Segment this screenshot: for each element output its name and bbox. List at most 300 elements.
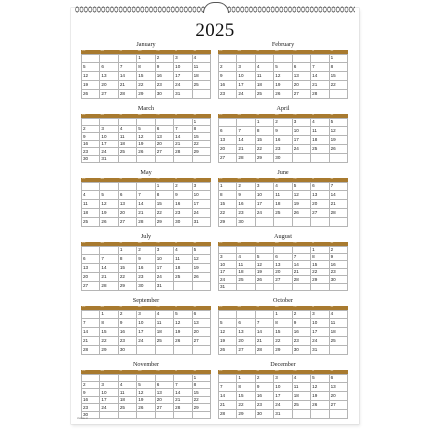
day-cell	[330, 392, 348, 401]
day-cell	[219, 72, 237, 81]
day-cell	[274, 337, 292, 346]
day-number: 6	[119, 191, 123, 197]
day-number: 9	[83, 133, 86, 139]
day-cell	[237, 81, 255, 90]
month-day-grid	[81, 246, 211, 292]
day-cell	[330, 119, 348, 128]
day-cell	[219, 410, 237, 419]
day-number: 17	[175, 72, 181, 78]
day-cell	[119, 55, 137, 64]
weekday-label: Thu	[156, 178, 160, 180]
day-number: 29	[156, 218, 162, 224]
day-cell	[156, 412, 174, 419]
day-cell	[311, 401, 329, 410]
day-cell	[137, 191, 155, 200]
weekday-label: Mon	[237, 114, 242, 116]
month-name: June	[277, 169, 289, 176]
day-cell	[330, 55, 348, 64]
day-number: 13	[101, 72, 107, 78]
day-cell	[193, 382, 211, 389]
day-number: 13	[156, 133, 162, 139]
day-number: 7	[293, 254, 297, 260]
day-cell	[274, 90, 292, 99]
day-number: 16	[83, 141, 89, 147]
day-cell	[137, 412, 155, 419]
day-number: 30	[293, 346, 299, 352]
day-number: 24	[156, 273, 162, 279]
day-number: 12	[138, 389, 144, 395]
weekday-label: Sat	[193, 242, 197, 244]
day-cell	[237, 346, 255, 355]
day-number: 17	[256, 200, 262, 206]
day-cell	[156, 382, 174, 389]
day-cell	[293, 392, 311, 401]
day-number: 24	[220, 276, 226, 282]
weekday-label: Tue	[119, 114, 123, 116]
day-cell	[311, 90, 329, 99]
day-cell	[256, 383, 274, 392]
day-number: 20	[193, 328, 199, 334]
day-cell	[82, 337, 100, 346]
day-number: 10	[138, 319, 144, 325]
day-cell	[119, 141, 137, 148]
month-day-grid	[218, 182, 348, 228]
day-number: 13	[238, 328, 244, 334]
day-cell	[237, 375, 255, 384]
month-block-june	[218, 169, 348, 227]
day-cell	[330, 247, 348, 254]
day-cell	[256, 55, 274, 64]
day-cell	[274, 247, 292, 254]
day-number: 11	[293, 383, 299, 389]
day-cell	[119, 337, 137, 346]
day-cell	[330, 90, 348, 99]
day-cell	[82, 218, 100, 227]
day-cell	[311, 154, 329, 163]
day-cell	[256, 284, 274, 291]
day-cell	[311, 127, 329, 136]
day-number: 17	[312, 328, 318, 334]
day-cell	[119, 346, 137, 355]
day-cell	[193, 126, 211, 133]
day-cell	[100, 183, 118, 192]
day-number: 15	[101, 328, 107, 334]
day-number: 3	[256, 183, 260, 188]
day-number: 24	[293, 145, 299, 151]
day-cell	[137, 209, 155, 218]
weekday-label: Wed	[137, 178, 142, 180]
day-number: 25	[193, 81, 199, 87]
day-number: 28	[220, 410, 226, 416]
weekday-label: Mon	[237, 306, 242, 308]
day-number: 9	[119, 319, 123, 325]
day-cell	[156, 133, 174, 140]
day-cell	[237, 136, 255, 145]
day-cell	[193, 72, 211, 81]
day-cell	[311, 392, 329, 401]
weekday-label: Tue	[256, 306, 260, 308]
day-cell	[256, 375, 274, 384]
day-cell	[330, 401, 348, 410]
day-cell	[193, 389, 211, 396]
day-cell	[174, 209, 192, 218]
day-cell	[256, 191, 274, 200]
day-cell	[174, 255, 192, 264]
day-cell	[237, 72, 255, 81]
day-number: 5	[83, 63, 86, 69]
day-cell	[193, 346, 211, 355]
day-number: 28	[256, 346, 262, 352]
day-cell	[293, 261, 311, 268]
day-cell	[82, 282, 100, 291]
day-cell	[193, 119, 211, 126]
day-cell	[219, 90, 237, 99]
day-cell	[82, 255, 100, 264]
month-day-grid	[81, 374, 211, 420]
day-number: 26	[275, 90, 281, 96]
day-cell	[293, 383, 311, 392]
day-number: 16	[220, 81, 226, 87]
day-number: 7	[175, 382, 178, 388]
day-cell	[100, 63, 118, 72]
day-cell	[137, 90, 155, 99]
day-cell	[100, 264, 118, 273]
day-cell	[330, 145, 348, 154]
weekday-label: Wed	[274, 178, 279, 180]
day-number: 21	[220, 401, 226, 407]
day-number: 1	[119, 247, 123, 252]
day-number: 6	[238, 319, 241, 325]
day-cell	[100, 389, 118, 396]
day-number: 26	[138, 404, 144, 410]
weekday-label: Sat	[330, 242, 334, 244]
day-number: 17	[293, 136, 299, 142]
weekday-label: Thu	[293, 50, 297, 52]
day-cell	[256, 127, 274, 136]
day-cell	[330, 191, 348, 200]
month-day-grid	[218, 246, 348, 292]
day-cell	[193, 328, 211, 337]
day-number: 19	[293, 200, 299, 206]
day-number: 27	[119, 218, 125, 224]
day-cell	[330, 269, 348, 276]
day-number: 17	[138, 328, 144, 334]
day-cell	[156, 209, 174, 218]
day-cell	[311, 55, 329, 64]
day-cell	[156, 55, 174, 64]
day-number: 25	[312, 145, 318, 151]
day-number: 26	[256, 276, 262, 282]
day-cell	[293, 72, 311, 81]
day-cell	[219, 276, 237, 283]
day-number: 9	[330, 254, 334, 260]
day-number: 9	[156, 63, 160, 69]
weekday-label: Sat	[193, 370, 197, 372]
day-cell	[119, 133, 137, 140]
day-number: 10	[312, 319, 318, 325]
day-number: 15	[193, 133, 199, 139]
day-cell	[293, 90, 311, 99]
day-number: 22	[119, 273, 125, 279]
day-cell	[256, 254, 274, 261]
day-cell	[119, 156, 137, 163]
day-cell	[119, 282, 137, 291]
day-number: 4	[293, 375, 297, 380]
day-cell	[137, 63, 155, 72]
day-number: 31	[175, 90, 181, 96]
day-number: 12	[293, 191, 299, 197]
day-number: 13	[275, 261, 281, 267]
day-number: 29	[238, 410, 244, 416]
day-cell	[330, 127, 348, 136]
day-cell	[119, 412, 137, 419]
day-cell	[193, 412, 211, 419]
weekday-label: Wed	[274, 370, 279, 372]
weekday-label: Tue	[256, 114, 260, 116]
day-cell	[311, 261, 329, 268]
day-number: 25	[256, 90, 262, 96]
day-number: 19	[193, 264, 199, 270]
weekday-label: Mon	[100, 50, 105, 52]
day-cell	[274, 284, 292, 291]
day-cell	[330, 383, 348, 392]
day-cell	[193, 191, 211, 200]
day-cell	[100, 247, 118, 256]
day-number: 30	[83, 156, 89, 162]
day-cell	[256, 136, 274, 145]
day-cell	[237, 401, 255, 410]
day-number: 28	[138, 218, 144, 224]
day-cell	[137, 72, 155, 81]
day-cell	[156, 404, 174, 411]
day-cell	[82, 141, 100, 148]
day-number: 21	[119, 81, 125, 87]
day-number: 1	[220, 183, 223, 188]
day-cell	[119, 200, 137, 209]
day-number: 3	[275, 375, 278, 380]
day-number: 5	[101, 191, 104, 197]
day-number: 11	[256, 72, 262, 78]
day-number: 23	[238, 209, 244, 215]
day-cell	[237, 218, 255, 227]
day-cell	[119, 119, 137, 126]
day-number: 17	[275, 392, 281, 398]
day-cell	[293, 145, 311, 154]
day-number: 13	[312, 191, 318, 197]
day-cell	[237, 319, 255, 328]
day-number: 23	[83, 404, 89, 410]
day-cell	[219, 81, 237, 90]
day-number: 26	[138, 148, 144, 154]
day-cell	[256, 311, 274, 320]
day-number: 31	[193, 218, 199, 224]
weekday-label: Tue	[256, 370, 260, 372]
weekday-label: Fri	[174, 178, 177, 180]
day-cell	[174, 218, 192, 227]
day-cell	[174, 282, 192, 291]
day-cell	[137, 81, 155, 90]
day-cell	[237, 328, 255, 337]
day-number: 7	[175, 126, 178, 132]
day-number: 11	[312, 127, 317, 133]
day-number: 10	[175, 63, 181, 69]
day-number: 22	[101, 337, 107, 343]
day-cell	[82, 191, 100, 200]
day-number: 22	[256, 145, 262, 151]
day-cell	[193, 264, 211, 273]
day-cell	[311, 209, 329, 218]
day-cell	[219, 154, 237, 163]
day-cell	[100, 133, 118, 140]
day-cell	[193, 311, 211, 320]
weekday-label: Wed	[137, 50, 142, 52]
day-number: 8	[330, 63, 334, 69]
day-cell	[293, 401, 311, 410]
day-number: 10	[220, 261, 226, 267]
day-cell	[174, 375, 192, 382]
day-number: 19	[138, 397, 144, 403]
product-code: PM65W-12	[77, 418, 88, 420]
day-cell	[219, 191, 237, 200]
day-number: 19	[312, 392, 318, 398]
day-number: 15	[138, 72, 144, 78]
day-number: 2	[138, 247, 141, 252]
weekday-label: Wed	[137, 114, 142, 116]
day-number: 8	[238, 383, 241, 389]
day-number: 2	[119, 311, 123, 316]
day-number: 25	[175, 273, 181, 279]
day-number: 19	[256, 269, 262, 275]
day-cell	[174, 200, 192, 209]
day-cell	[293, 63, 311, 72]
day-number: 11	[156, 319, 162, 325]
day-number: 15	[119, 264, 125, 270]
day-number: 13	[83, 264, 89, 270]
weekday-label: Thu	[293, 178, 297, 180]
day-cell	[274, 191, 292, 200]
day-number: 31	[220, 284, 226, 290]
day-number: 9	[175, 191, 178, 197]
weekday-label: Thu	[293, 370, 297, 372]
day-number: 19	[275, 81, 281, 87]
day-cell	[137, 200, 155, 209]
day-number: 5	[293, 183, 297, 188]
month-block-october	[218, 297, 348, 355]
day-cell	[119, 375, 137, 382]
day-number: 18	[256, 81, 262, 87]
day-number: 9	[256, 383, 260, 389]
day-number: 27	[275, 276, 281, 282]
day-cell	[311, 269, 329, 276]
weekday-label: Tue	[119, 370, 123, 372]
weekday-label: Tue	[256, 50, 260, 52]
day-cell	[119, 209, 137, 218]
day-number: 12	[175, 319, 181, 325]
month-name: April	[276, 105, 290, 112]
day-cell	[293, 191, 311, 200]
day-number: 7	[220, 383, 223, 389]
month-day-grid	[81, 54, 211, 100]
day-cell	[82, 389, 100, 396]
day-cell	[193, 200, 211, 209]
day-cell	[156, 311, 174, 320]
day-cell	[237, 154, 255, 163]
day-number: 26	[220, 346, 226, 352]
month-name: July	[140, 233, 152, 240]
day-cell	[137, 247, 155, 256]
day-cell	[256, 247, 274, 254]
weekday-label: Mon	[237, 178, 242, 180]
day-cell	[293, 410, 311, 419]
day-cell	[256, 81, 274, 90]
day-cell	[330, 346, 348, 355]
day-number: 11	[83, 200, 88, 206]
day-number: 29	[193, 404, 199, 410]
weekday-label: Tue	[119, 306, 123, 308]
day-cell	[237, 284, 255, 291]
weekday-label: Fri	[311, 242, 314, 244]
day-number: 28	[238, 154, 244, 160]
day-cell	[274, 81, 292, 90]
day-number: 29	[193, 148, 199, 154]
day-cell	[219, 254, 237, 261]
day-cell	[156, 375, 174, 382]
day-cell	[137, 337, 155, 346]
day-cell	[330, 337, 348, 346]
month-name: May	[140, 169, 152, 176]
day-cell	[219, 311, 237, 320]
day-number: 4	[119, 382, 123, 388]
day-cell	[174, 247, 192, 256]
day-cell	[193, 209, 211, 218]
day-number: 28	[330, 209, 336, 215]
day-cell	[293, 319, 311, 328]
day-number: 20	[83, 273, 89, 279]
day-cell	[100, 282, 118, 291]
day-number: 28	[101, 282, 107, 288]
day-number: 5	[275, 63, 278, 69]
day-cell	[119, 90, 137, 99]
day-number: 8	[193, 126, 197, 132]
month-day-grid	[218, 374, 348, 420]
day-cell	[330, 218, 348, 227]
day-cell	[330, 276, 348, 283]
day-cell	[330, 311, 348, 320]
day-cell	[219, 383, 237, 392]
day-number: 25	[119, 404, 125, 410]
day-cell	[311, 410, 329, 419]
day-cell	[256, 200, 274, 209]
day-number: 21	[83, 337, 89, 343]
day-number: 2	[220, 63, 223, 69]
day-number: 13	[156, 389, 162, 395]
day-cell	[119, 191, 137, 200]
weekday-label: Mon	[100, 114, 105, 116]
day-cell	[311, 276, 329, 283]
day-number: 31	[275, 410, 281, 416]
weekday-label: Sun	[219, 178, 223, 180]
day-cell	[256, 145, 274, 154]
day-cell	[100, 346, 118, 355]
day-cell	[219, 284, 237, 291]
day-number: 5	[256, 254, 260, 260]
day-cell	[100, 55, 118, 64]
day-number: 28	[175, 404, 181, 410]
day-cell	[330, 209, 348, 218]
day-number: 21	[293, 269, 299, 275]
day-cell	[293, 81, 311, 90]
day-cell	[330, 375, 348, 384]
